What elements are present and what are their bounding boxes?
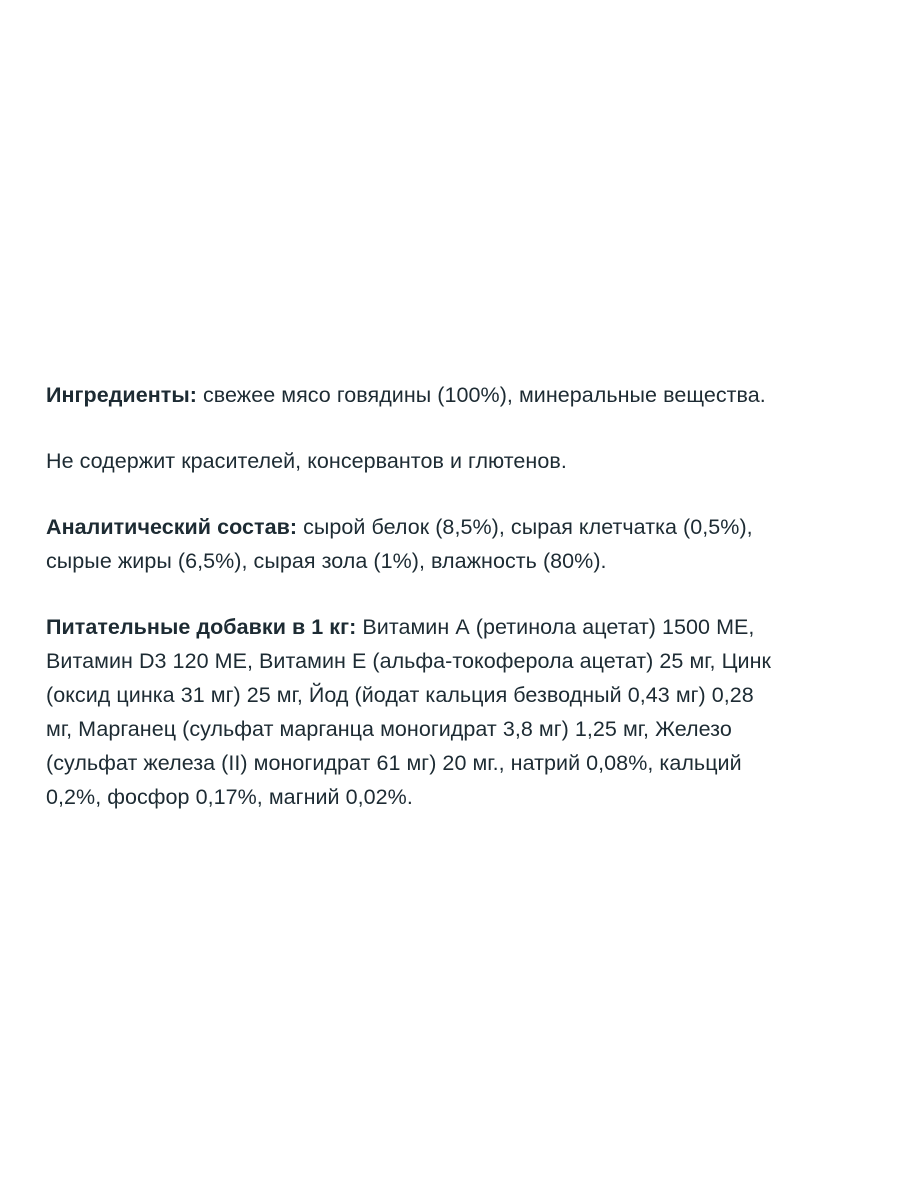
additives-text-line: Витамин А (ретинола ацетат) 1500 МЕ, [356,615,755,639]
analysis-text-line: сырые жиры (6,5%), сырая зола (1%), влажность (80%). [46,549,607,573]
additives-text-line: 0,2%, фосфор 0,17%, магний 0,02%. [46,785,413,809]
additives-paragraph [46,610,866,814]
additives-text-line: (сульфат железа (II) моногидрат 61 мг) 20 мг., натрий 0,08%, кальций [46,751,742,775]
additives-text-line: Витамин D3 120 МЕ, Витамин Е (альфа-токоферола ацетат) 25 мг, Цинк [46,649,771,673]
analysis-text-line: сырой белок (8,5%), сырая клетчатка (0,5%), [297,515,753,539]
analysis-paragraph [46,510,866,578]
free-from-paragraph [46,444,866,478]
ingredients-paragraph [46,378,866,412]
product-description [46,378,866,814]
additives-text-line: (оксид цинка 31 мг) 25 мг, Йод (йодат кальция безводный 0,43 мг) 0,28 [46,683,754,707]
ingredients-text: свежее мясо говядины (100%), минеральные вещества. [196,383,766,407]
analysis-label: Аналитический состав: [46,515,298,539]
ingredients-label: Ингредиенты: [46,383,197,407]
free-from-text: Не содержит красителей, консервантов и глютенов. [46,449,567,473]
additives-text-line: мг, Марганец (сульфат марганца моногидрат 3,8 мг) 1,25 мг, Железо [46,717,732,741]
additives-label: Питательные добавки в 1 кг: [46,615,357,639]
